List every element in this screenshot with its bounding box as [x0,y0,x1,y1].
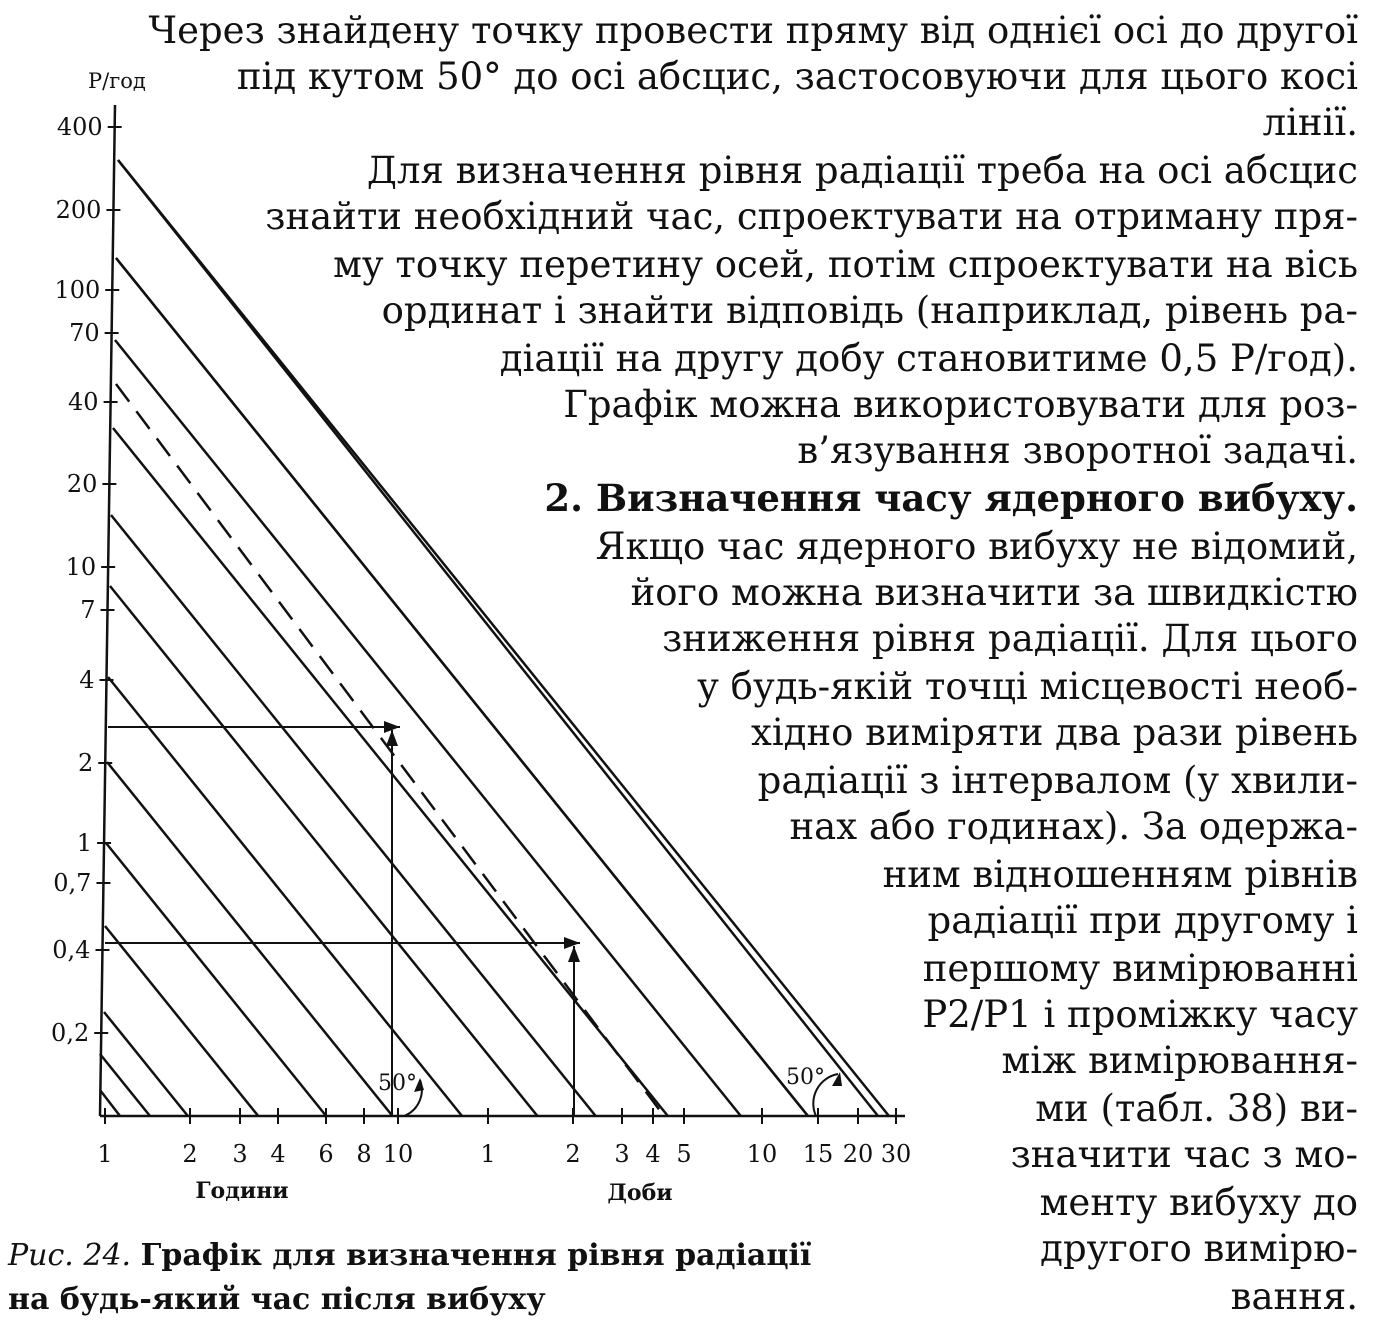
text-line: Для визначення рівня радіації треба на осі абсцис [366,149,1358,192]
text-line: ординат і знайти відповідь (наприклад, рівень ра- [381,289,1358,332]
decay-line-dashed [116,384,664,1116]
x-tick-label: 3 [232,1140,248,1168]
text-line: му точку перетину осей, потім спроектувати на вісь [333,243,1358,286]
text-line: хідно виміряти два рази рівень [750,711,1358,754]
y-tick-label: 100 [54,276,101,304]
figure-title-part1: Графік для визначення рівня радіації [140,1238,812,1273]
x-group-label-hours: Години [195,1178,289,1204]
decay-line [100,1054,150,1116]
x-tick-label: 6 [318,1140,334,1168]
x-group-label-days: Доби [607,1180,673,1206]
x-tick-label: 8 [356,1140,372,1168]
x-tick-label: 10 [382,1140,414,1168]
example-arrow-right-2-head [564,937,580,949]
text-line: Через знайдену точку провести пряму від однієї осі до другої [148,9,1358,52]
y-tick-label: 400 [56,113,103,141]
decay-line [111,515,596,1116]
example-arrow-up-2-head [568,946,580,962]
text-line: менту вибуху до [1039,1181,1358,1224]
angle-label-2: 50° [786,1065,825,1090]
x-tick-label: 1 [480,1140,496,1168]
x-tick-label: 10 [746,1140,778,1168]
y-tick-label: 2 [77,749,94,777]
text-line: діації на другу добу становитиме 0,5 Р/год). [499,337,1358,380]
text-line: ним відношенням рівнів [882,853,1358,896]
x-tick-label: 1 [97,1140,113,1168]
y-tick-label: 1 [76,829,93,857]
figure-caption-line2 [8,1282,546,1317]
text-line: Графік можна використовувати для роз- [563,383,1358,426]
x-tick-label: 2 [565,1140,581,1168]
text-line: Якщо час ядерного вибуху не відомий, [595,525,1358,568]
text-line: другого вимірю- [1040,1227,1358,1270]
text-line: знайти необхідний час, спроектувати на отриману пря- [265,195,1358,238]
text-line: 2. Визначення часу ядерного вибуху. [544,476,1358,520]
text-line: в’язування зворотної задачі. [797,429,1358,472]
text-line: лінії. [1262,101,1358,144]
text-line: вання. [1230,1275,1358,1318]
decay-line [118,160,889,1116]
text-line: нах або годинах). За одержа- [789,805,1358,848]
y-tick-label: 4 [79,666,95,694]
text-line: P2/P1 і проміжку часу [922,993,1358,1036]
decay-line [106,843,326,1116]
decay-line-main [118,160,878,1116]
y-tick-label: 20 [66,470,98,498]
decay-line [110,586,537,1116]
text-line: зниження рівня радіації. Для цього [662,617,1358,660]
text-line: першому вимірюванні [922,947,1358,990]
y-tick-label: 0,4 [52,936,91,964]
text-line: радіації з інтервалом (у хвили- [757,759,1358,802]
x-tick-label: 30 [880,1140,912,1168]
x-tick-label: 3 [614,1140,630,1168]
y-tick-label: 10 [65,553,97,581]
text-line: ми (табл. 38) ви- [1035,1087,1358,1130]
y-tick-label: 7 [80,596,96,624]
decay-line [113,428,668,1116]
decay-line [104,1012,188,1116]
x-tick-label: 4 [645,1140,661,1168]
y-tick-label: 70 [69,319,100,347]
decay-line [116,258,808,1116]
angle-label-1: 50° [378,1071,417,1096]
decay-line [108,677,462,1116]
y-tick-label: 0,2 [51,1019,90,1047]
x-tick-label: 2 [182,1140,198,1168]
example-arrow-up-1-head [386,730,398,746]
figure-caption-line1 [8,1238,811,1273]
x-tick-label: 20 [842,1140,874,1168]
y-tick-label: 0,7 [53,869,92,897]
y-tick-label: 40 [68,388,99,416]
x-tick-label: 4 [270,1140,286,1168]
text-line: під кутом 50° до осі абсцис, застосовуючи для цього косі [236,55,1358,98]
text-line: між вимірювання- [1001,1039,1358,1082]
y-axis-unit: Р/год [88,69,146,93]
figure-label: Рис. 24. [8,1238,132,1273]
decay-line [100,1090,120,1116]
text-line: радіації при другому і [927,899,1358,942]
figure-title-part2: на будь-який час після вибуху [8,1282,546,1317]
y-tick-label: 200 [55,196,102,224]
decay-line [107,762,392,1116]
x-tick-label: 15 [802,1140,834,1168]
text-line: його можна визначити за швидкістю [630,571,1358,614]
x-tick-label: 5 [676,1140,692,1168]
text-line: значити час з мо- [1010,1133,1358,1176]
text-line: у будь-якій точці місцевості необ- [697,665,1358,708]
